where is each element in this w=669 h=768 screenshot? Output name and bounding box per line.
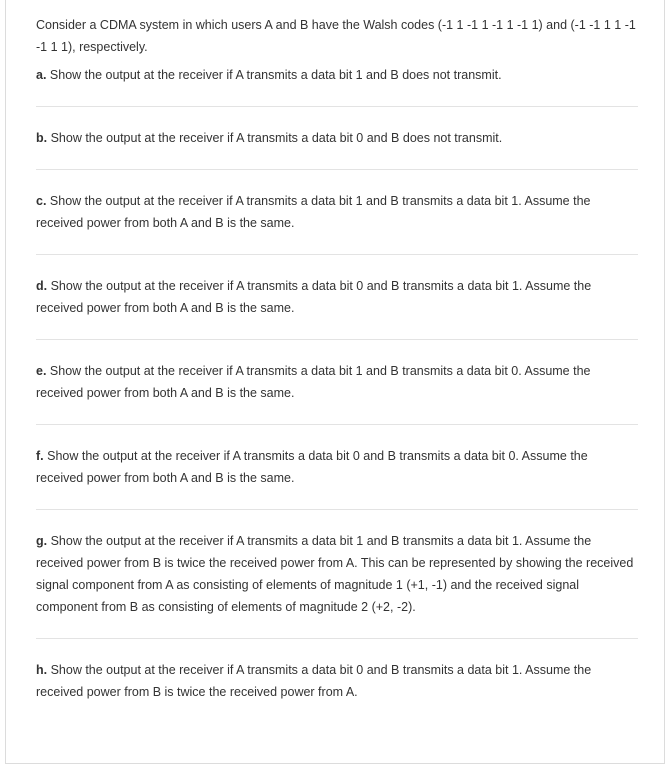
divider [36,638,638,639]
divider [36,339,638,340]
question-d [36,275,638,319]
question-g [36,530,638,618]
question-text: Show the output at the receiver if A transmits a data bit 0 and B transmits a data bit 1. Assume the received power from both A and B is the same. [36,279,592,315]
question-label: e. [36,364,47,378]
question-h [36,659,638,703]
question-content [36,14,638,703]
question-label: g. [36,534,48,548]
question-text: Show the output at the receiver if A transmits a data bit 0 and B does not transmit. [47,131,503,145]
question-text: Show the output at the receiver if A transmits a data bit 1 and B does not transmit. [46,68,502,82]
question-label: c. [36,194,47,208]
divider [36,169,638,170]
question-label: d. [36,279,48,293]
divider [36,106,638,107]
question-text: Show the output at the receiver if A transmits a data bit 0 and B transmits a data bit 1. Assume the received power from B is twice the received power from A. [36,663,592,699]
question-text: Show the output at the receiver if A transmits a data bit 1 and B transmits a data bit 0. Assume the received power from both A and B is the same. [36,364,591,400]
question-text: Show the output at the receiver if A transmits a data bit 1 and B transmits a data bit 1. Assume the received power from B is twice the received power from A. This can be represented by showing the received signal component from A as consisting of elements of magnitude 1 (+1, -1) and the received signal component from B as consisting of elements of magnitude 2 (+2, -2). [36,534,634,614]
intro-text: Consider a CDMA system in which users A and B have the Walsh codes (-1 1 -1 1 -1 1 -1 1) and (-1 -1 1 1 -1 -1 1 1), respectively. [36,18,636,54]
question-text: Show the output at the receiver if A transmits a data bit 1 and B transmits a data bit 1. Assume the received power from both A and B is the same. [36,194,591,230]
question-e [36,360,638,404]
question-b [36,127,638,149]
question-label: h. [36,663,48,677]
question-a [36,64,638,86]
divider [36,254,638,255]
question-c [36,190,638,234]
question-label: b. [36,131,48,145]
divider [36,424,638,425]
question-label: f. [36,449,44,463]
question-label: a. [36,68,47,82]
divider [36,509,638,510]
question-f [36,445,638,489]
question-text: Show the output at the receiver if A transmits a data bit 0 and B transmits a data bit 0. Assume the received power from both A and B is the same. [36,449,588,485]
